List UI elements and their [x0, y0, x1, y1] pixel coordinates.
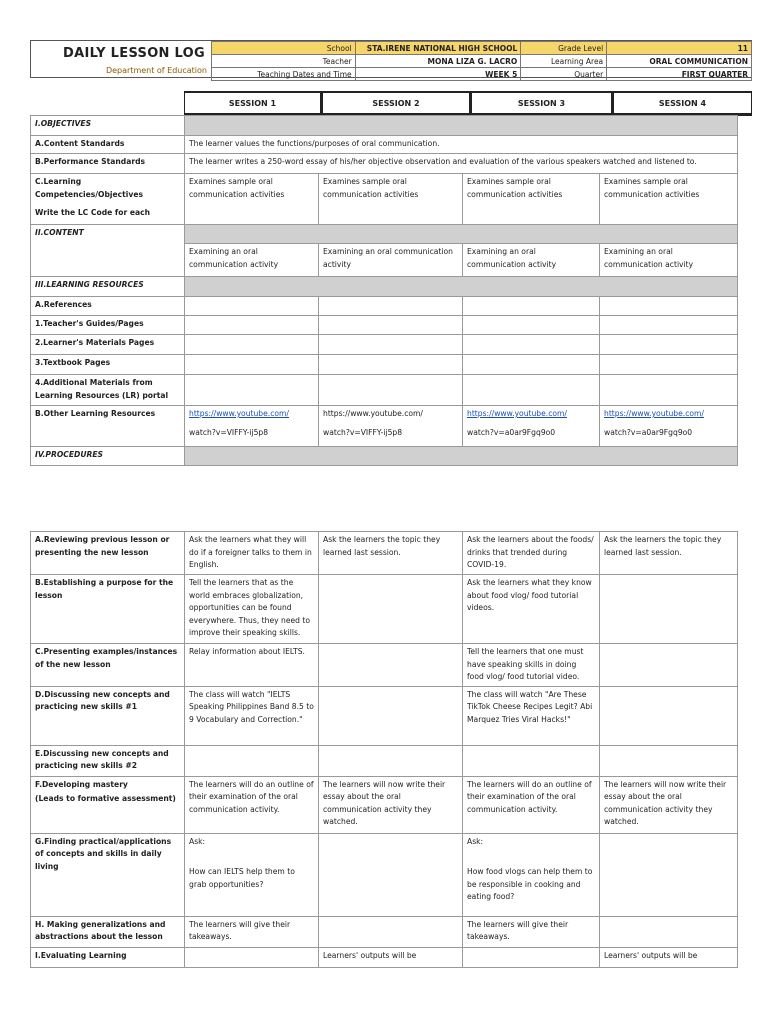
other-resources-label: B.Other Learning Resources — [31, 406, 185, 447]
reviewing-label: A.Reviewing previous lesson or presenting the new lesson — [31, 532, 185, 575]
school-value: STA.IRENE NATIONAL HIGH SCHOOL — [355, 42, 521, 55]
session-3-heading: SESSION 3 — [471, 93, 613, 113]
applications-ask-3: Ask: — [467, 836, 484, 846]
evaluating-session-2: Learners' outputs will be — [319, 947, 463, 967]
purpose-session-2 — [319, 575, 463, 644]
header-title-block — [31, 41, 212, 77]
resource-link-session-3[interactable] — [463, 406, 600, 447]
reviewing-session-3: Ask the learners about the foods/ drinks that trended during COVID-19. — [463, 532, 600, 575]
header-info-table — [211, 41, 752, 81]
resource-link-3-line1[interactable]: https://www.youtube.com/ — [467, 409, 567, 418]
session-4-heading: SESSION 4 — [613, 93, 752, 113]
resource-link-2-line1[interactable]: https://www.youtube.com/ — [323, 409, 423, 418]
discussing-1-session-3: The class will watch "Are These TikTok Cheese Recipes Legit? Abi Marquez Tries Viral Hacks!" — [463, 686, 600, 745]
discussing-1-session-2 — [319, 686, 463, 745]
mastery-label: F.Developing mastery — [35, 779, 128, 789]
teacher-value: MONA LIZA G. LACRO — [355, 55, 521, 68]
purpose-label: B.Establishing a purpose for the lesson — [31, 575, 185, 644]
applications-session-3 — [463, 833, 600, 916]
purpose-session-4 — [600, 575, 738, 644]
grade-level-value: 11 — [607, 42, 752, 55]
resource-link-2-line2[interactable]: watch?v=VIFFY-ij5p8 — [323, 427, 403, 437]
school-label: School — [212, 42, 356, 55]
applications-ask-1: Ask: — [189, 836, 206, 846]
resource-link-1-line1[interactable]: https://www.youtube.com/ — [189, 409, 289, 418]
teaching-dates-value: WEEK 5 — [355, 68, 521, 81]
resource-link-4-line1[interactable]: https://www.youtube.com/ — [604, 409, 704, 418]
content-session-1: Examining an oral communication activity — [185, 244, 319, 277]
generalizations-session-1: The learners will give their takeaways. — [185, 916, 319, 947]
content-session-3: Examining an oral communication activity — [463, 244, 600, 277]
presenting-label: C.Presenting examples/instances of the new lesson — [31, 644, 185, 687]
quarter-value: FIRST QUARTER — [607, 68, 752, 81]
lesson-log-header — [30, 40, 752, 78]
performance-standards-label: B.Performance Standards — [31, 154, 185, 174]
presenting-session-3: Tell the learners that one must have speaking skills in doing food vlog/ food tutorial video. — [463, 644, 600, 687]
quarter-label: Quarter — [521, 68, 607, 81]
content-standards-value: The learner values the functions/purposes of oral communication. — [185, 136, 738, 154]
discussing-1-label: D.Discussing new concepts and practicing new skills #1 — [31, 686, 185, 745]
mastery-session-4: The learners will now write their essay about the oral communication activity they watched. — [600, 776, 738, 833]
competencies-label: C.Learning Competencies/Objectives — [35, 177, 144, 199]
mastery-session-1: The learners will do an outline of their examination of the oral communication activity. — [185, 776, 319, 833]
applications-question-1: How can IELTS help them to grab opportunities? — [189, 867, 295, 889]
session-2-heading: SESSION 2 — [322, 93, 471, 113]
reviewing-session-4: Ask the learners the topic they learned last session. — [600, 532, 738, 575]
grade-level-label: Grade Level — [521, 42, 607, 55]
content-heading: II.CONTENT — [31, 225, 185, 277]
discussing-2-label: E.Discussing new concepts and practicing new skills #2 — [31, 745, 185, 776]
lc-code-label: Write the LC Code for each — [35, 208, 151, 217]
teaching-dates-label: Teaching Dates and Time — [212, 68, 356, 81]
additional-materials-label: 4.Additional Materials from Learning Resources (LR) portal — [31, 375, 185, 406]
learning-area-label: Learning Area — [521, 55, 607, 68]
content-bar — [185, 225, 738, 244]
learning-resources-bar — [185, 277, 738, 297]
textbook-pages-label: 3.Textbook Pages — [31, 355, 185, 375]
session-1-heading: SESSION 1 — [228, 98, 277, 108]
resource-link-session-4[interactable] — [600, 406, 738, 447]
competency-session-3: Examines sample oral communication activities — [463, 174, 600, 225]
applications-label: G.Finding practical/applications of concepts and skills in daily living — [31, 833, 185, 916]
purpose-session-3: Ask the learners what they know about food vlog/ food tutorial videos. — [463, 575, 600, 644]
performance-standards-value: The learner writes a 250-word essay of his/her objective observation and evaluation of the various speakers watched and listened to. — [185, 154, 738, 174]
reviewing-session-1: Ask the learners what they will do if a foreigner talks to them in English. — [185, 532, 319, 575]
mastery-sublabel: (Leads to formative assessment) — [35, 794, 176, 803]
procedures-table — [30, 531, 738, 968]
resource-link-session-2[interactable] — [319, 406, 463, 447]
resource-link-3-line2[interactable]: watch?v=a0ar9Fgq9o0 — [467, 427, 556, 437]
session-header — [184, 91, 752, 116]
evaluating-label: I.Evaluating Learning — [31, 947, 185, 967]
resource-link-4-line2[interactable]: watch?v=a0ar9Fgq9o0 — [604, 427, 693, 437]
content-session-4: Examining an oral communication activity — [600, 244, 738, 277]
presenting-session-4 — [600, 644, 738, 687]
generalizations-label: H. Making generalizations and abstractions about the lesson — [31, 916, 185, 947]
teacher-label: Teacher — [212, 55, 356, 68]
generalizations-session-3: The learners will give their takeaways. — [463, 916, 600, 947]
objectives-table — [30, 115, 738, 466]
procedures-bar — [185, 447, 738, 466]
content-session-2: Examining an oral communication activity — [319, 244, 463, 277]
objectives-heading: I.OBJECTIVES — [31, 116, 185, 136]
applications-session-1 — [185, 833, 319, 916]
content-standards-label: A.Content Standards — [31, 136, 185, 154]
presenting-session-2 — [319, 644, 463, 687]
competency-session-4: Examines sample oral communication activities — [600, 174, 738, 225]
competency-session-2: Examines sample oral communication activities — [319, 174, 463, 225]
resource-link-session-1[interactable] — [185, 406, 319, 447]
mastery-label-cell — [31, 776, 185, 833]
references-label: A.References — [31, 297, 185, 316]
procedures-heading: IV.PROCEDURES — [31, 447, 185, 466]
reviewing-session-2: Ask the learners the topic they learned last session. — [319, 532, 463, 575]
page-title: DAILY LESSON LOG — [63, 46, 205, 61]
learning-resources-heading: III.LEARNING RESOURCES — [31, 277, 185, 297]
objectives-bar — [185, 116, 738, 136]
mastery-session-2: The learners will now write their essay about the oral communication activity they watched. — [319, 776, 463, 833]
discussing-1-session-4 — [600, 686, 738, 745]
teachers-guide-label: 1.Teacher's Guides/Pages — [31, 316, 185, 335]
applications-question-3: How food vlogs can help them to be responsible in cooking and eating food? — [467, 867, 593, 901]
purpose-session-1: Tell the learners that as the world embraces globalization, opportunities can be found everywhere. Thus, they need to improve their speaking skills. — [185, 575, 319, 644]
resource-link-1-line2[interactable]: watch?v=VIFFY-ij5p8 — [189, 427, 269, 437]
learners-materials-label: 2.Learner's Materials Pages — [31, 335, 185, 355]
evaluating-session-4: Learners' outputs will be — [600, 947, 738, 967]
presenting-session-1: Relay information about IELTS. — [185, 644, 319, 687]
competencies-label-cell — [31, 174, 185, 225]
competency-session-1: Examines sample oral communication activities — [185, 174, 319, 225]
department-label: Department of Education — [105, 66, 207, 75]
learning-area-value: ORAL COMMUNICATION — [607, 55, 752, 68]
mastery-session-3: The learners will do an outline of their examination of the oral communication activity. — [463, 776, 600, 833]
discussing-1-session-1: The class will watch "IELTS Speaking Philippines Band 8.5 to 9 Vocabulary and Correction." — [185, 686, 319, 745]
